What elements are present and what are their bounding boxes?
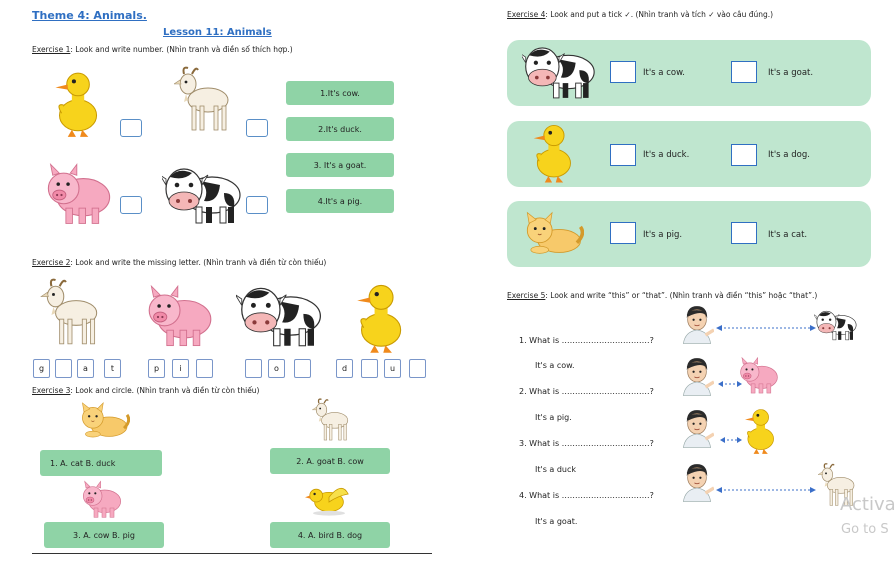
ex5-answer-2: It's a pig. [535,413,572,422]
ex2-word2-cell[interactable] [196,359,213,378]
ex4-option: It's a goat. [768,68,814,78]
ex2-word3-cell[interactable] [245,359,262,378]
exercise-5-heading [507,291,817,300]
ex2-word2-cell[interactable]: p [148,359,165,378]
ex2-word4-cell[interactable]: d [336,359,353,378]
ex5-arrow-near [720,436,742,444]
cat-picture [78,400,130,440]
exercise-2-title: Exercise 2 [32,258,71,267]
ex1-answer-box-goat[interactable] [246,119,268,137]
goat-picture [312,398,352,444]
ex2-word1-cell[interactable]: g [33,359,50,378]
ex2-word4-cell[interactable]: u [384,359,401,378]
ex4-option: It's a duck. [643,150,690,160]
cow-picture [814,308,858,342]
ex2-word3-cell[interactable] [294,359,311,378]
exercise-2-instruction: : Look and write the missing letter. (Nhìn tranh và điền từ còn thiếu) [70,258,327,267]
activation-watermark: Activa [840,494,896,515]
ex1-label-3: 3. It's a goat. [286,153,394,177]
duck-picture [352,280,408,356]
ex4-option: It's a dog. [768,150,810,160]
ex4-tick-box[interactable] [610,144,636,166]
exercise-2-heading [32,258,326,267]
ex5-question-3: 3. What is ……………………………? [519,439,654,448]
cow-picture [236,282,324,350]
ex5-arrow-far [716,486,816,494]
exercise-3-instruction: : Look and circle. (Nhìn tranh và điền từ còn thiếu) [70,386,260,395]
ex5-arrow-far [716,324,816,332]
exercise-1-instruction: : Look and write number. (Nhìn tranh và điền số thích hợp.) [70,45,293,54]
ex4-tick-box[interactable] [731,222,757,244]
boy-picture [680,356,714,396]
ex1-label-4: 4.It's a pig. [286,189,394,213]
bottom-divider [32,553,432,554]
duck-picture [50,68,104,140]
exercise-5-title: Exercise 5 [507,291,546,300]
ex3-item-1[interactable]: 1. A. cat B. duck [40,450,162,476]
ex5-question-2: 2. What is ……………………………? [519,387,654,396]
ex1-label-1: 1.It's cow. [286,81,394,105]
exercise-1-title: Exercise 1 [32,45,71,54]
exercise-5-instruction: : Look and write “this” or “that”. (Nhìn tranh và điền “this” hoặc “that”.) [545,291,818,300]
ex2-word4-cell[interactable] [361,359,378,378]
pig-picture [80,480,124,520]
ex2-word1-cell[interactable]: t [104,359,121,378]
ex4-tick-box[interactable] [731,144,757,166]
ex4-tick-box[interactable] [610,222,636,244]
exercise-3-heading [32,386,259,395]
ex3-item-3[interactable]: 3. A. cow B. pig [44,522,164,548]
ex4-option: It's a cow. [643,68,685,78]
cow-picture [522,42,596,102]
ex3-item-2[interactable]: 2. A. goat B. cow [270,448,390,474]
exercise-3-title: Exercise 3 [32,386,71,395]
ex1-answer-box-duck[interactable] [120,119,142,137]
ex5-question-4: 4. What is ……………………………? [519,491,654,500]
ex2-word1-cell[interactable] [55,359,72,378]
duck-picture [530,120,576,186]
activation-watermark-sub: Go to S [841,522,889,537]
ex5-answer-4: It's a goat. [535,517,578,526]
duck-picture [742,406,778,456]
ex2-word2-cell[interactable]: i [172,359,189,378]
ex1-label-2: 2.It's duck. [286,117,394,141]
boy-picture [680,462,714,502]
ex2-word4-cell[interactable] [409,359,426,378]
ex2-word3-cell[interactable]: o [268,359,285,378]
boy-picture [680,304,714,344]
exercise-4-title: Exercise 4 [507,10,546,19]
ex4-tick-box[interactable] [610,61,636,83]
ex5-answer-3: It's a duck [535,465,577,474]
exercise-4-heading [507,10,773,19]
ex2-word1-cell[interactable]: a [77,359,94,378]
ex1-answer-box-cow[interactable] [246,196,268,214]
cow-picture [162,162,242,228]
lesson-heading: Lesson 11: Animals [163,27,272,38]
exercise-4-instruction: : Look and put a tick ✓. (Nhìn tranh và tích ✓ vào câu đúng.) [545,10,774,19]
cat-picture [522,210,584,256]
goat-picture [174,66,234,136]
pig-picture [738,356,780,396]
boy-picture [680,408,714,448]
goat-picture [40,278,104,350]
theme-heading: Theme 4: Animals. [32,9,147,22]
ex1-answer-box-pig[interactable] [120,196,142,214]
bird-picture [300,478,358,518]
ex3-item-4[interactable]: 4. A. bird B. dog [270,522,390,548]
exercise-1-heading [32,45,293,54]
ex5-answer-1: It's a cow. [535,361,575,370]
ex5-question-1: 1. What is ……………………………? [519,336,654,345]
pig-picture [144,284,216,350]
pig-picture [44,162,114,228]
ex4-tick-box[interactable] [731,61,757,83]
ex4-option: It's a pig. [643,230,683,240]
ex4-option: It's a cat. [768,230,808,240]
